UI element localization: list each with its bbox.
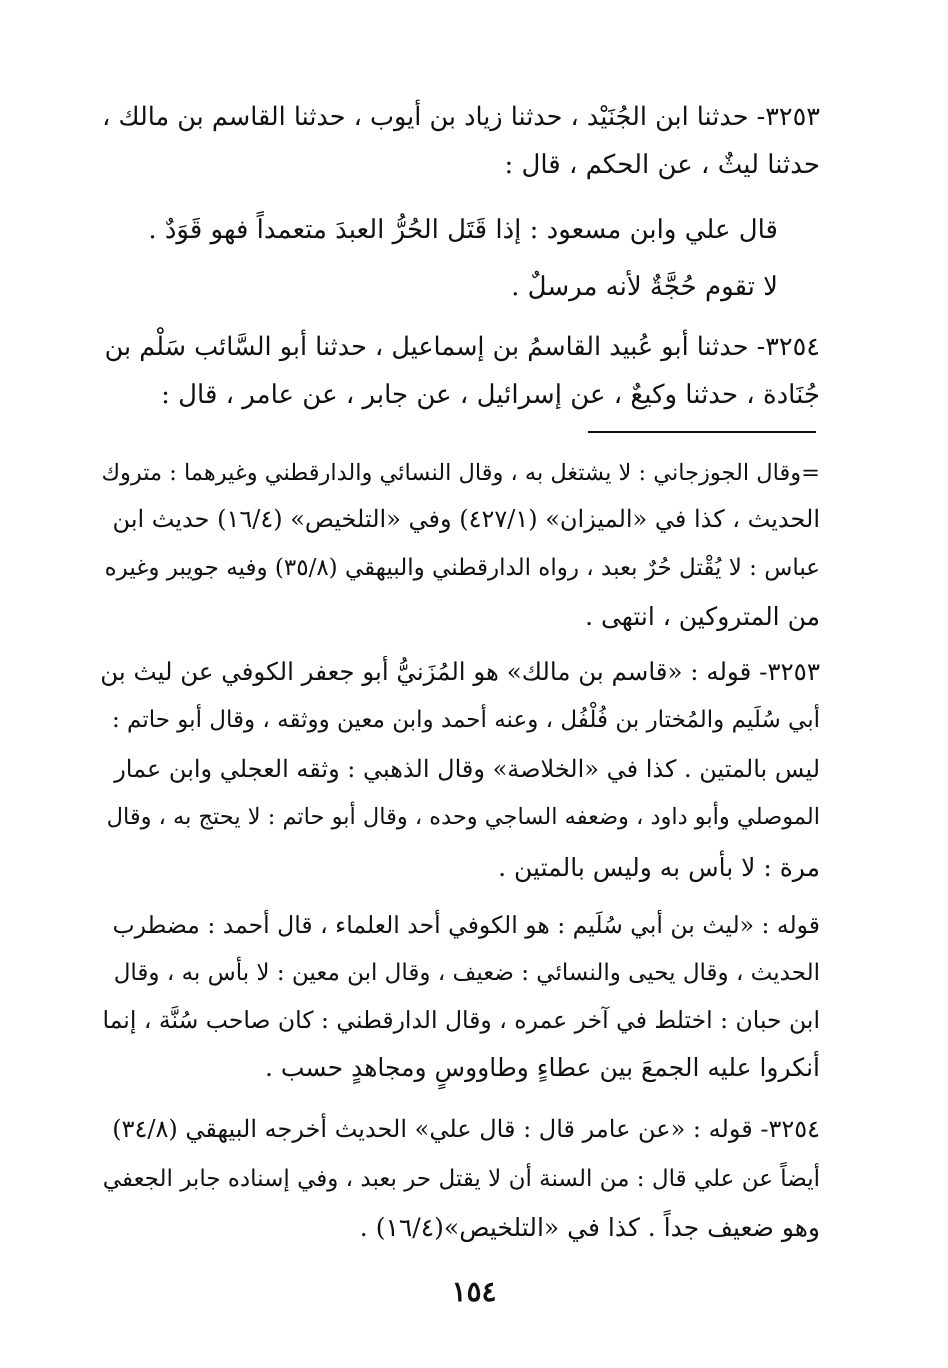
footnote-3-line-3: ابن حبان : اختلط في آخر عمره ، وقال الدارقطني : كان صاحب سُنَّة ، إنما [102, 1006, 820, 1034]
footnote-1-line-3: عباس : لا يُقْتل حُرٌ بعبد ، رواه الدارقطني والبيهقي (٣٥/٨) وفيه جويبر وغيره [104, 555, 820, 581]
footnote-3-line-2: الحديث ، وقال يحيى والنسائي : ضعيف ، وقال ابن معين : لا بأس به ، وقال [113, 960, 820, 986]
footnote-2-line-3: ليس بالمتين . كذا في «الخلاصة» وقال الذهبي : وثقه العجلي وابن عمار [114, 755, 820, 783]
footnote-separator [588, 431, 816, 433]
hadith-3254-line-2: جُنَادة ، حدثنا وكيعٌ ، عن إسرائيل ، عن جابر ، عن عامر ، قال : [161, 380, 820, 410]
footnote-2-line-4: الموصلي وأبو داود ، وضعفه الساجي وحده ، وقال أبو حاتم : لا يحتج به ، وقال [106, 804, 820, 830]
hadith-3253-line-2: حدثنا ليثٌ ، عن الحكم ، قال : [504, 150, 820, 180]
footnote-3-line-1: قوله : «ليث بن أبي سُلَيم : هو الكوفي أحد العلماء ، قال أحمد : مضطرب [112, 911, 820, 939]
hadith-3253-line-4: لا تقوم حُجَّةٌ لأنه مرسلٌ . [511, 272, 778, 302]
footnote-2-line-5: مرة : لا بأس به وليس بالمتين . [498, 853, 820, 882]
footnote-4-line-3: وهو ضعيف جداً . كذا في «التلخيص»(١٦/٤) . [359, 1213, 820, 1242]
hadith-3254-line-1: ٣٢٥٤- حدثنا أبو عُبيد القاسمُ بن إسماعيل ، حدثنا أبو السَّائب سَلْم بن [104, 332, 820, 362]
footnote-1-line-4: من المتروكين ، انتهى . [585, 602, 820, 631]
footnote-4-line-2: أيضاً عن علي قال : من السنة أن لا يقتل حر بعبد ، وفي إسناده جابر الجعفي [102, 1166, 820, 1192]
footnote-1-line-2: الحديث ، كذا في «الميزان» (٤٢٧/١) وفي «التلخيص» (١٦/٤) حديث ابن [112, 505, 820, 533]
hadith-3253-line-3: قال علي وابن مسعود : إذا قَتَل الحُرُّ العبدَ متعمداً فهو قَوَدٌ . [148, 215, 778, 245]
footnote-4-line-1: ٣٢٥٤- قوله : «عن عامر قال : قال علي» الحديث أخرجه البيهقي (٣٤/٨) [112, 1115, 820, 1143]
page-number: ١٥٤ [451, 1275, 497, 1308]
footnote-2-line-1: ٣٢٥٣- قوله : «قاسم بن مالك» هو المُزَنيُّ أبو جعفر الكوفي عن ليث بن [100, 657, 820, 686]
hadith-3253-line-1: ٣٢٥٣- حدثنا ابن الجُنَيْد ، حدثنا زياد بن أيوب ، حدثنا القاسم بن مالك ، [102, 102, 820, 132]
footnote-1-line-1: =وقال الجوزجاني : لا يشتغل به ، وقال النسائي والدارقطني وغيرهما : متروك [101, 460, 820, 486]
footnote-2-line-2: أبي سُلَيم والمُختار بن فُلْفُل ، وعنه أحمد وابن معين ووثقه ، وقال أبو حاتم : [112, 707, 820, 733]
footnote-3-line-4: أنكروا عليه الجمعَ بين عطاءٍ وطاووسٍ ومجاهدٍ حسب . [264, 1053, 820, 1082]
